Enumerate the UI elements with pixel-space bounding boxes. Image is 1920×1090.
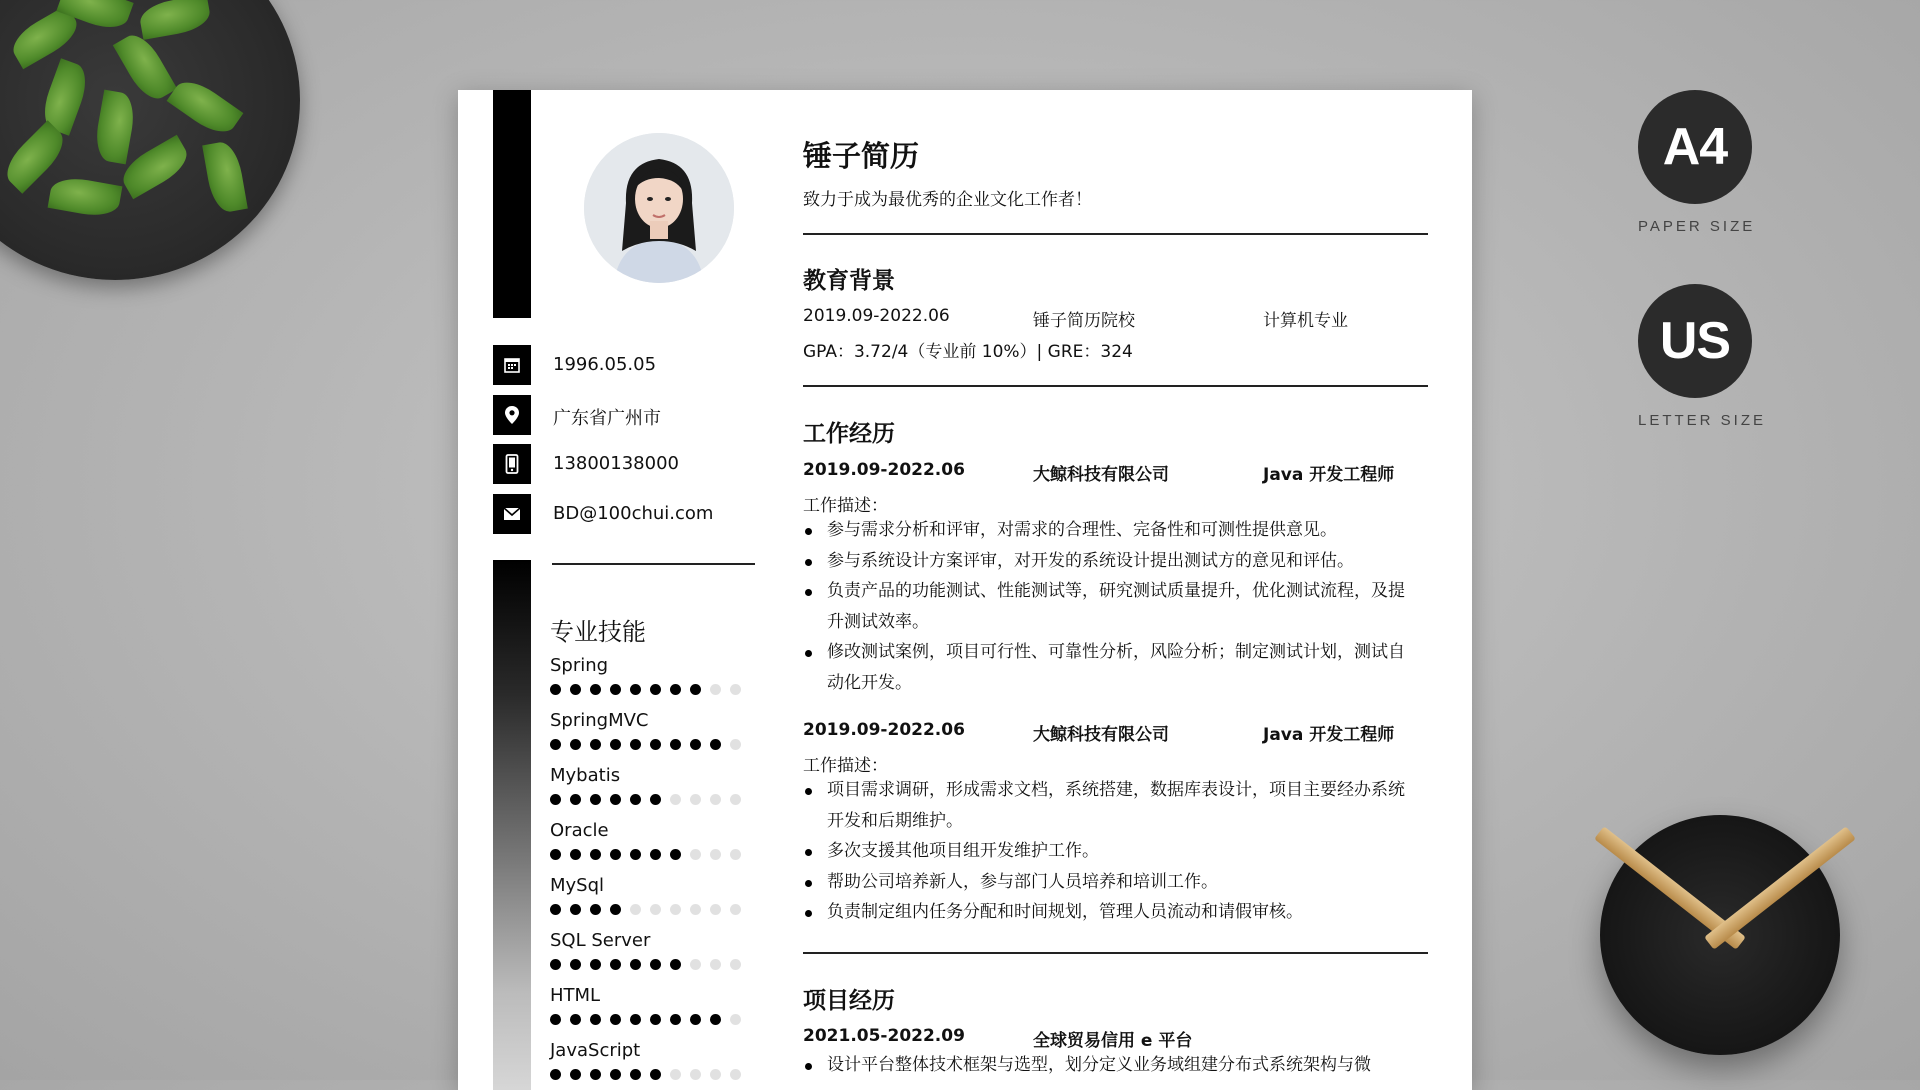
skill-dot [650, 739, 661, 750]
skill-dot [690, 1069, 701, 1080]
skill-dot [690, 904, 701, 915]
projects-title: 项目经历 [803, 988, 895, 1014]
contact-location [493, 395, 743, 435]
skill-dot [550, 959, 561, 970]
job-period: 2019.09-2022.06 [803, 460, 965, 480]
skill-dot [590, 794, 601, 805]
skill-dot [610, 739, 621, 750]
list-item: 负责制定组内任务分配和时间规划，管理人员流动和请假审核。 [803, 897, 1413, 928]
skill-rating [550, 959, 770, 971]
skill-dot [670, 739, 681, 750]
contact-birthday [493, 345, 743, 385]
skill-dot [610, 959, 621, 970]
list-item: 设计平台整体技术框架与选型，划分定义业务域组建分布式系统架构与微 [803, 1050, 1413, 1081]
skill-row [550, 765, 770, 806]
skill-name: JavaScript [550, 1040, 641, 1061]
skill-dot [730, 684, 741, 695]
a4-badge [1638, 90, 1756, 235]
skill-dot [630, 959, 641, 970]
project-period: 2021.05-2022.09 [803, 1026, 965, 1046]
resume-name: 锤子简历 [803, 139, 920, 173]
skill-dot [710, 794, 721, 805]
skill-dot [570, 684, 581, 695]
skill-dot [630, 904, 641, 915]
skill-dot [710, 849, 721, 860]
skill-rating [550, 739, 770, 751]
skill-dot [730, 1069, 741, 1080]
job-company: 大鲸科技有限公司 [1033, 465, 1169, 485]
skill-dot [610, 904, 621, 915]
skill-dot [650, 794, 661, 805]
skill-dot [730, 1014, 741, 1025]
skill-dot [690, 684, 701, 695]
skill-dot [550, 849, 561, 860]
skill-dot [590, 849, 601, 860]
list-item: 帮助公司培养新人，参与部门人员培养和培训工作。 [803, 867, 1413, 898]
location-pin-icon [493, 395, 531, 435]
skill-dot [630, 684, 641, 695]
skill-rating [550, 849, 770, 861]
job-bullets [803, 775, 1413, 928]
us-badge-caption: LETTER SIZE [1638, 412, 1767, 429]
skill-dot [610, 1014, 621, 1025]
skill-dot [690, 794, 701, 805]
email-text: BD@100chui.com [553, 503, 714, 524]
skill-dot [710, 739, 721, 750]
skill-dot [670, 1069, 681, 1080]
a4-badge-label: A4 [1638, 90, 1752, 204]
list-item: 参与需求分析和评审，对需求的合理性、完备性和可测性提供意见。 [803, 515, 1413, 546]
skill-dot [570, 849, 581, 860]
skill-dot [570, 794, 581, 805]
work-title: 工作经历 [803, 421, 895, 447]
skill-dot [610, 849, 621, 860]
skill-dot [650, 849, 661, 860]
skill-dot [650, 959, 661, 970]
skill-dot [710, 684, 721, 695]
skill-dot [630, 794, 641, 805]
education-gpa: GPA：3.72/4（专业前 10%）| GRE：324 [803, 342, 1133, 362]
sidebar-accent-bar-top [493, 90, 531, 318]
skill-dot [650, 684, 661, 695]
skill-dot [650, 904, 661, 915]
skill-dot [590, 1069, 601, 1080]
skill-row [550, 875, 770, 916]
skill-rating [550, 1069, 770, 1081]
skill-dot [590, 1014, 601, 1025]
skill-name: SQL Server [550, 930, 651, 951]
skill-dot [610, 1069, 621, 1080]
education-period: 2019.09-2022.06 [803, 306, 950, 326]
skill-dot [570, 1014, 581, 1025]
skill-name: MySql [550, 875, 605, 896]
skill-dot [710, 1069, 721, 1080]
skills-title: 专业技能 [550, 618, 646, 646]
mail-icon [493, 494, 531, 534]
contact-email [493, 494, 743, 534]
project-name: 全球贸易信用 e 平台 [1033, 1031, 1193, 1051]
skill-row [550, 930, 770, 971]
skill-dot [550, 904, 561, 915]
skill-dot [590, 739, 601, 750]
phone-icon [493, 444, 531, 484]
skill-rating [550, 684, 770, 696]
skill-dot [590, 904, 601, 915]
skill-rating [550, 794, 770, 806]
skill-dot [550, 739, 561, 750]
skill-row [550, 985, 770, 1026]
skill-dot [730, 739, 741, 750]
list-item: 项目需求调研，形成需求文档，系统搭建，数据库表设计，项目主要经办系统开发和后期维护。 [803, 775, 1413, 836]
skill-dot [610, 684, 621, 695]
skill-dot [690, 1014, 701, 1025]
list-item: 参与系统设计方案评审，对开发的系统设计提出测试方的意见和评估。 [803, 546, 1413, 577]
skill-dot [710, 1014, 721, 1025]
skill-dot [590, 959, 601, 970]
plant-decoration [0, 0, 300, 270]
skill-dot [570, 959, 581, 970]
skill-dot [610, 794, 621, 805]
contact-phone [493, 444, 743, 484]
skill-dot [670, 794, 681, 805]
job-desc-label: 工作描述： [803, 756, 888, 776]
a4-badge-caption: PAPER SIZE [1638, 218, 1756, 235]
skill-dot [630, 739, 641, 750]
skill-name: HTML [550, 985, 601, 1006]
us-badge-label: US [1638, 284, 1752, 398]
education-school: 锤子简历院校 [1033, 311, 1135, 331]
skill-dot [730, 849, 741, 860]
list-item: 负责产品的功能测试、性能测试等，研究测试质量提升，优化测试流程，及提升测试效率。 [803, 576, 1413, 637]
skill-dot [670, 684, 681, 695]
job-bullets [803, 515, 1413, 698]
phone-text: 13800138000 [553, 453, 679, 474]
skill-dot [570, 1069, 581, 1080]
divider [803, 952, 1428, 954]
skill-dot [690, 739, 701, 750]
resume-page [458, 90, 1472, 1090]
skill-dot [630, 1069, 641, 1080]
skill-dot [730, 904, 741, 915]
skill-dot [650, 1014, 661, 1025]
skill-dot [730, 959, 741, 970]
skill-dot [570, 739, 581, 750]
skill-dot [690, 959, 701, 970]
education-title: 教育背景 [803, 268, 895, 294]
skill-dot [630, 1014, 641, 1025]
us-badge [1638, 284, 1767, 429]
job-role: Java 开发工程师 [1263, 725, 1395, 745]
project-bullets [803, 1050, 1413, 1081]
skill-row [550, 820, 770, 861]
skill-dot [590, 684, 601, 695]
job-desc-label: 工作描述： [803, 496, 888, 516]
location-text: 广东省广州市 [553, 408, 661, 429]
resume-motto: 致力于成为最优秀的企业文化工作者！ [803, 190, 1092, 210]
sidebar-divider [552, 563, 755, 565]
avatar-portrait-icon [584, 133, 734, 283]
skill-dot [570, 904, 581, 915]
skill-row [550, 710, 770, 751]
skill-dot [670, 1014, 681, 1025]
skill-name: Mybatis [550, 765, 621, 786]
skill-rating [550, 1014, 770, 1026]
skill-dot [550, 684, 561, 695]
skill-dot [650, 1069, 661, 1080]
skill-row [550, 1040, 770, 1081]
list-item: 多次支援其他项目组开发维护工作。 [803, 836, 1413, 867]
divider [803, 233, 1428, 235]
job-role: Java 开发工程师 [1263, 465, 1395, 485]
calendar-icon [493, 345, 531, 385]
skill-dot [550, 1014, 561, 1025]
skill-dot [630, 849, 641, 860]
skill-dot [670, 849, 681, 860]
skill-dot [710, 904, 721, 915]
skill-row [550, 655, 770, 696]
skill-dot [710, 959, 721, 970]
skill-name: SpringMVC [550, 710, 649, 731]
education-major: 计算机专业 [1263, 311, 1348, 331]
skill-dot [550, 794, 561, 805]
list-item: 修改测试案例，项目可行性、可靠性分析，风险分析；制定测试计划，测试自动化开发。 [803, 637, 1413, 698]
sidebar-accent-bar-bottom [493, 560, 531, 1090]
skill-dot [670, 959, 681, 970]
skill-dot [730, 794, 741, 805]
divider [803, 385, 1428, 387]
job-period: 2019.09-2022.06 [803, 720, 965, 740]
avatar [584, 133, 734, 283]
job-company: 大鲸科技有限公司 [1033, 725, 1169, 745]
skill-dot [550, 1069, 561, 1080]
skill-name: Spring [550, 655, 609, 676]
skill-dot [670, 904, 681, 915]
birthday-text: 1996.05.05 [553, 354, 657, 375]
skill-dot [690, 849, 701, 860]
skill-name: Oracle [550, 820, 609, 841]
skill-rating [550, 904, 770, 916]
